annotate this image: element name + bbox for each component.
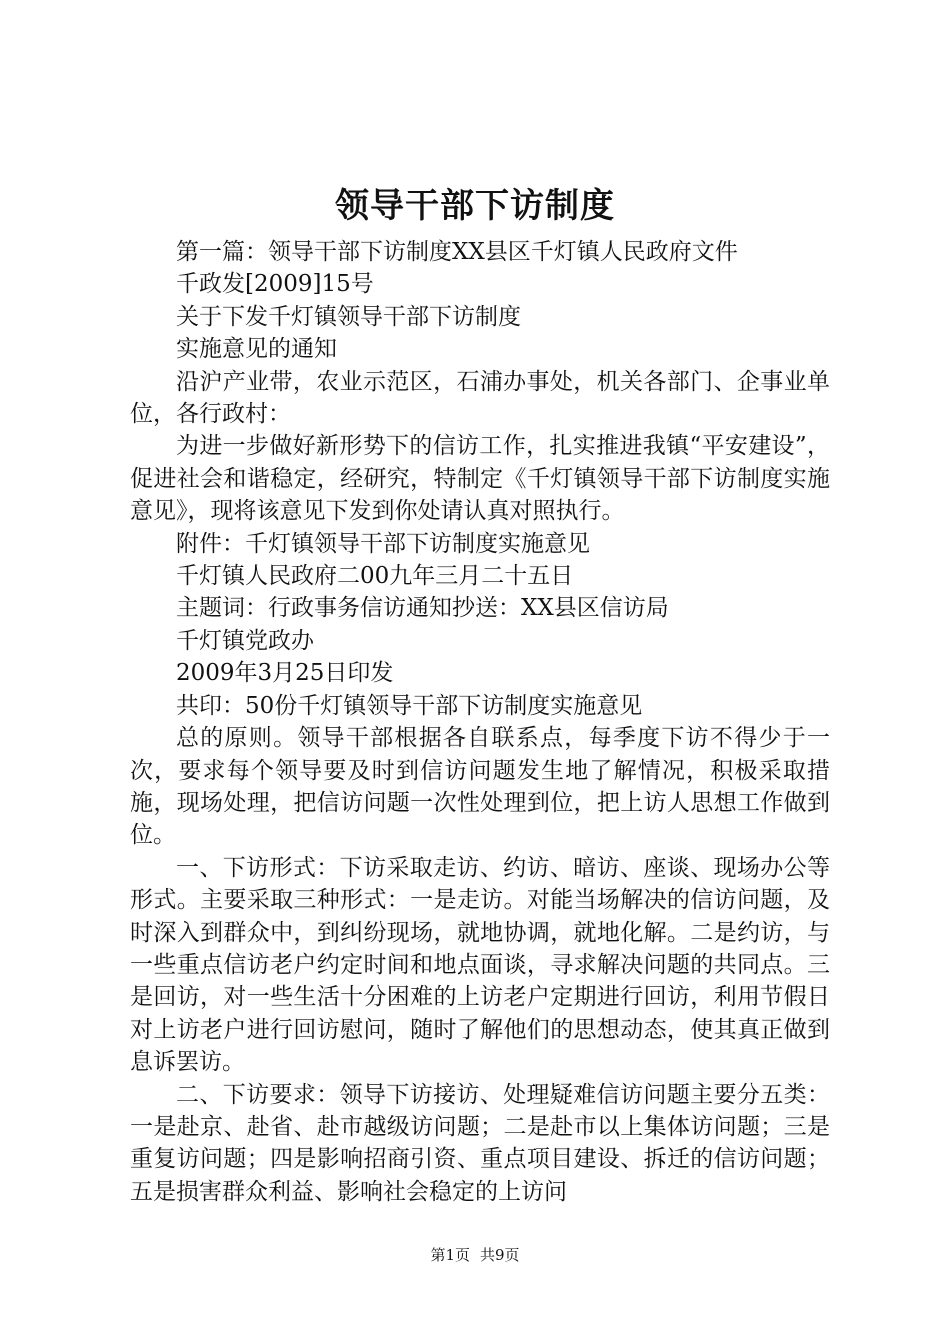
document-title: 领导干部下访制度 [335,186,615,226]
paragraph: 二、下访要求：领导下访接访、处理疑难信访问题主要分五类：一是赴京、赴省、赴市越级访问题；二是赴市以上集体访问题；三是重复访问题；四是影响招商引资、重点项目建设、拆迁的信访问题；五是损害群众利益、影响社会稳定的上访问 [130,1081,830,1205]
page-footer [0,1244,950,1266]
paragraph: 千政发[2009]15号 [176,271,374,298]
paragraph: 为进一步做好新形势下的信访工作，扎实推进我镇“平安建设”，促进社会和谐稳定，经研究，特制定《千灯镇领导干部下访制度实施意见》，现将该意见下发到你处请认真对照执行。 [130,433,830,525]
paragraph: 实施意见的通知 [176,336,337,363]
paragraph: 第一篇：领导干部下访制度XX县区千灯镇人民政府文件 [176,239,738,265]
paragraph: 总的原则。领导干部根据各自联系点，每季度下访不得少于一次，要求每个领导要及时到信访问题发生地了解情况，积极采取措施，现场处理，把信访问题一次性处理到位，把上访人思想工作做到位。 [130,725,830,849]
paragraph: 主题词：行政事务信访通知抄送：XX县区信访局 [176,595,669,622]
paragraph: 附件：千灯镇领导干部下访制度实施意见 [176,530,590,557]
paragraph: 关于下发千灯镇领导干部下访制度 [176,303,521,330]
paragraph: 共印：50份千灯镇领导干部下访制度实施意见 [176,692,643,719]
paragraph: 一、下访形式：下访采取走访、约访、暗访、座谈、现场办公等形式。主要采取三种形式：一是走访。对能当场解决的信访问题，及时深入到群众中，到纠纷现场，就地协调，就地化解。二是约访，与一些重点信访老户约定时间和地点面谈，寻求解决问题的共同点。三是回访，对一些生活十分困难的上访老户定期进行回访，利用节假日对上访老户进行回访慰问，随时了解他们的思想动态，使其真正做到息诉罢访。 [130,854,830,1076]
page-total: 共9页 [480,1246,520,1264]
page-number: 第1页 [430,1246,470,1264]
paragraph: 2009年3月25日印发 [176,660,394,687]
paragraph: 千灯镇党政办 [176,627,314,654]
paragraph: 千灯镇人民政府二00九年三月二十五日 [176,563,574,590]
paragraph: 沿沪产业带，农业示范区，石浦办事处，机关各部门、企事业单位，各行政村： [130,368,830,428]
document-body [130,236,830,1208]
